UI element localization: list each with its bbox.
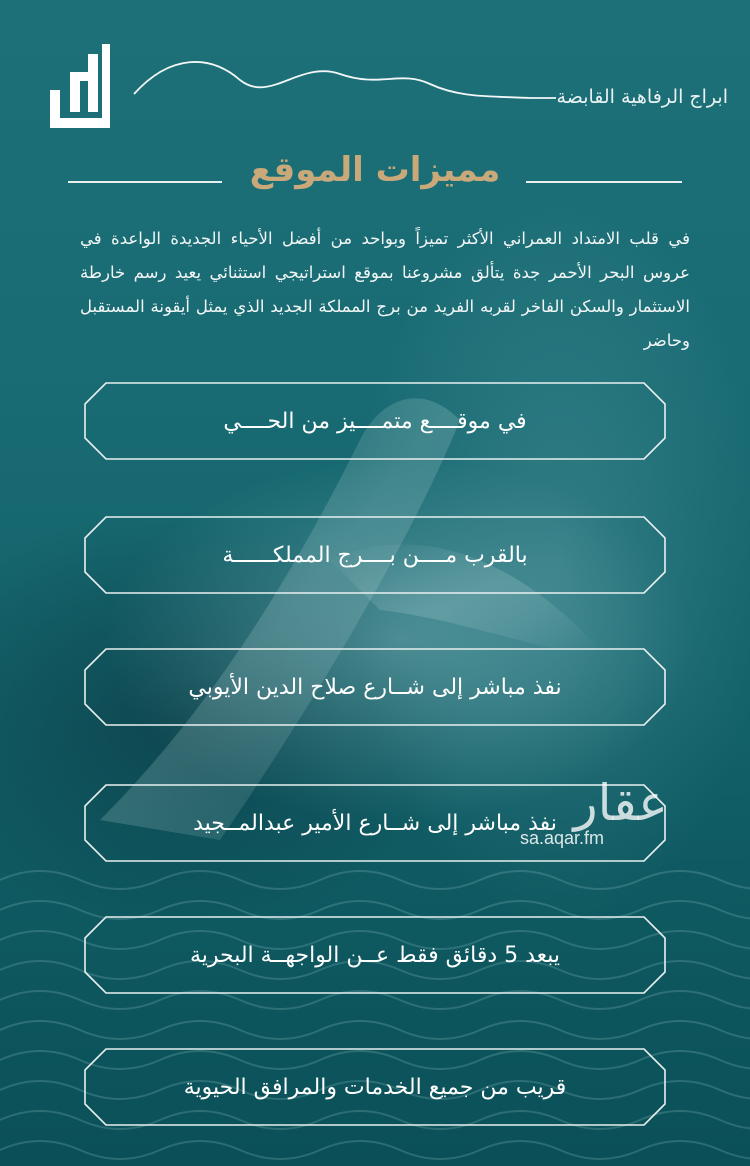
watermark-logo-text: عقار bbox=[573, 774, 668, 832]
feature-item-2 bbox=[84, 516, 666, 594]
brand-logo bbox=[48, 44, 112, 130]
feature-label: يبعد 5 دقائق فقط عــن الواجهــة البحرية bbox=[189, 942, 561, 968]
feature-item-1 bbox=[84, 382, 666, 460]
header-wave-line bbox=[130, 50, 560, 106]
feature-item-3 bbox=[84, 648, 666, 726]
section-title: مميزات الموقع bbox=[249, 150, 501, 190]
feature-label: في موقــــع متمــــيز من الحــــي bbox=[223, 408, 527, 434]
feature-label: بالقرب مــــن بــــرج المملكــــــة bbox=[222, 542, 528, 568]
feature-label: قريب من جميع الخدمات والمرافق الحيوية bbox=[183, 1074, 567, 1100]
brand-name: ابراج الرفاهية القابضة bbox=[556, 86, 728, 108]
aqar-watermark bbox=[508, 776, 668, 866]
watermark-url: sa.aqar.fm bbox=[520, 828, 605, 848]
intro-paragraph: في قلب الامتداد العمراني الأكثر تميزاً وبواحد من أفضل الأحياء الجديدة الواعدة في عروس البحر الأحمر جدة يتألق مشروعنا بموقع استراتيجي استثنائي يعيد رسم خارطة الاستثمار والسكن الفاخر لقربه الفريد من برج المملكة الجديد الذي يمثل أيقونة المستقبل وحاضر bbox=[80, 229, 690, 350]
feature-item-5 bbox=[84, 916, 666, 994]
feature-label: نفذ مباشر إلى شــارع الأمير عبدالمــجيد bbox=[193, 810, 557, 836]
feature-label: نفذ مباشر إلى شــارع صلاح الدين الأيوبي bbox=[188, 674, 562, 700]
feature-item-6 bbox=[84, 1048, 666, 1126]
